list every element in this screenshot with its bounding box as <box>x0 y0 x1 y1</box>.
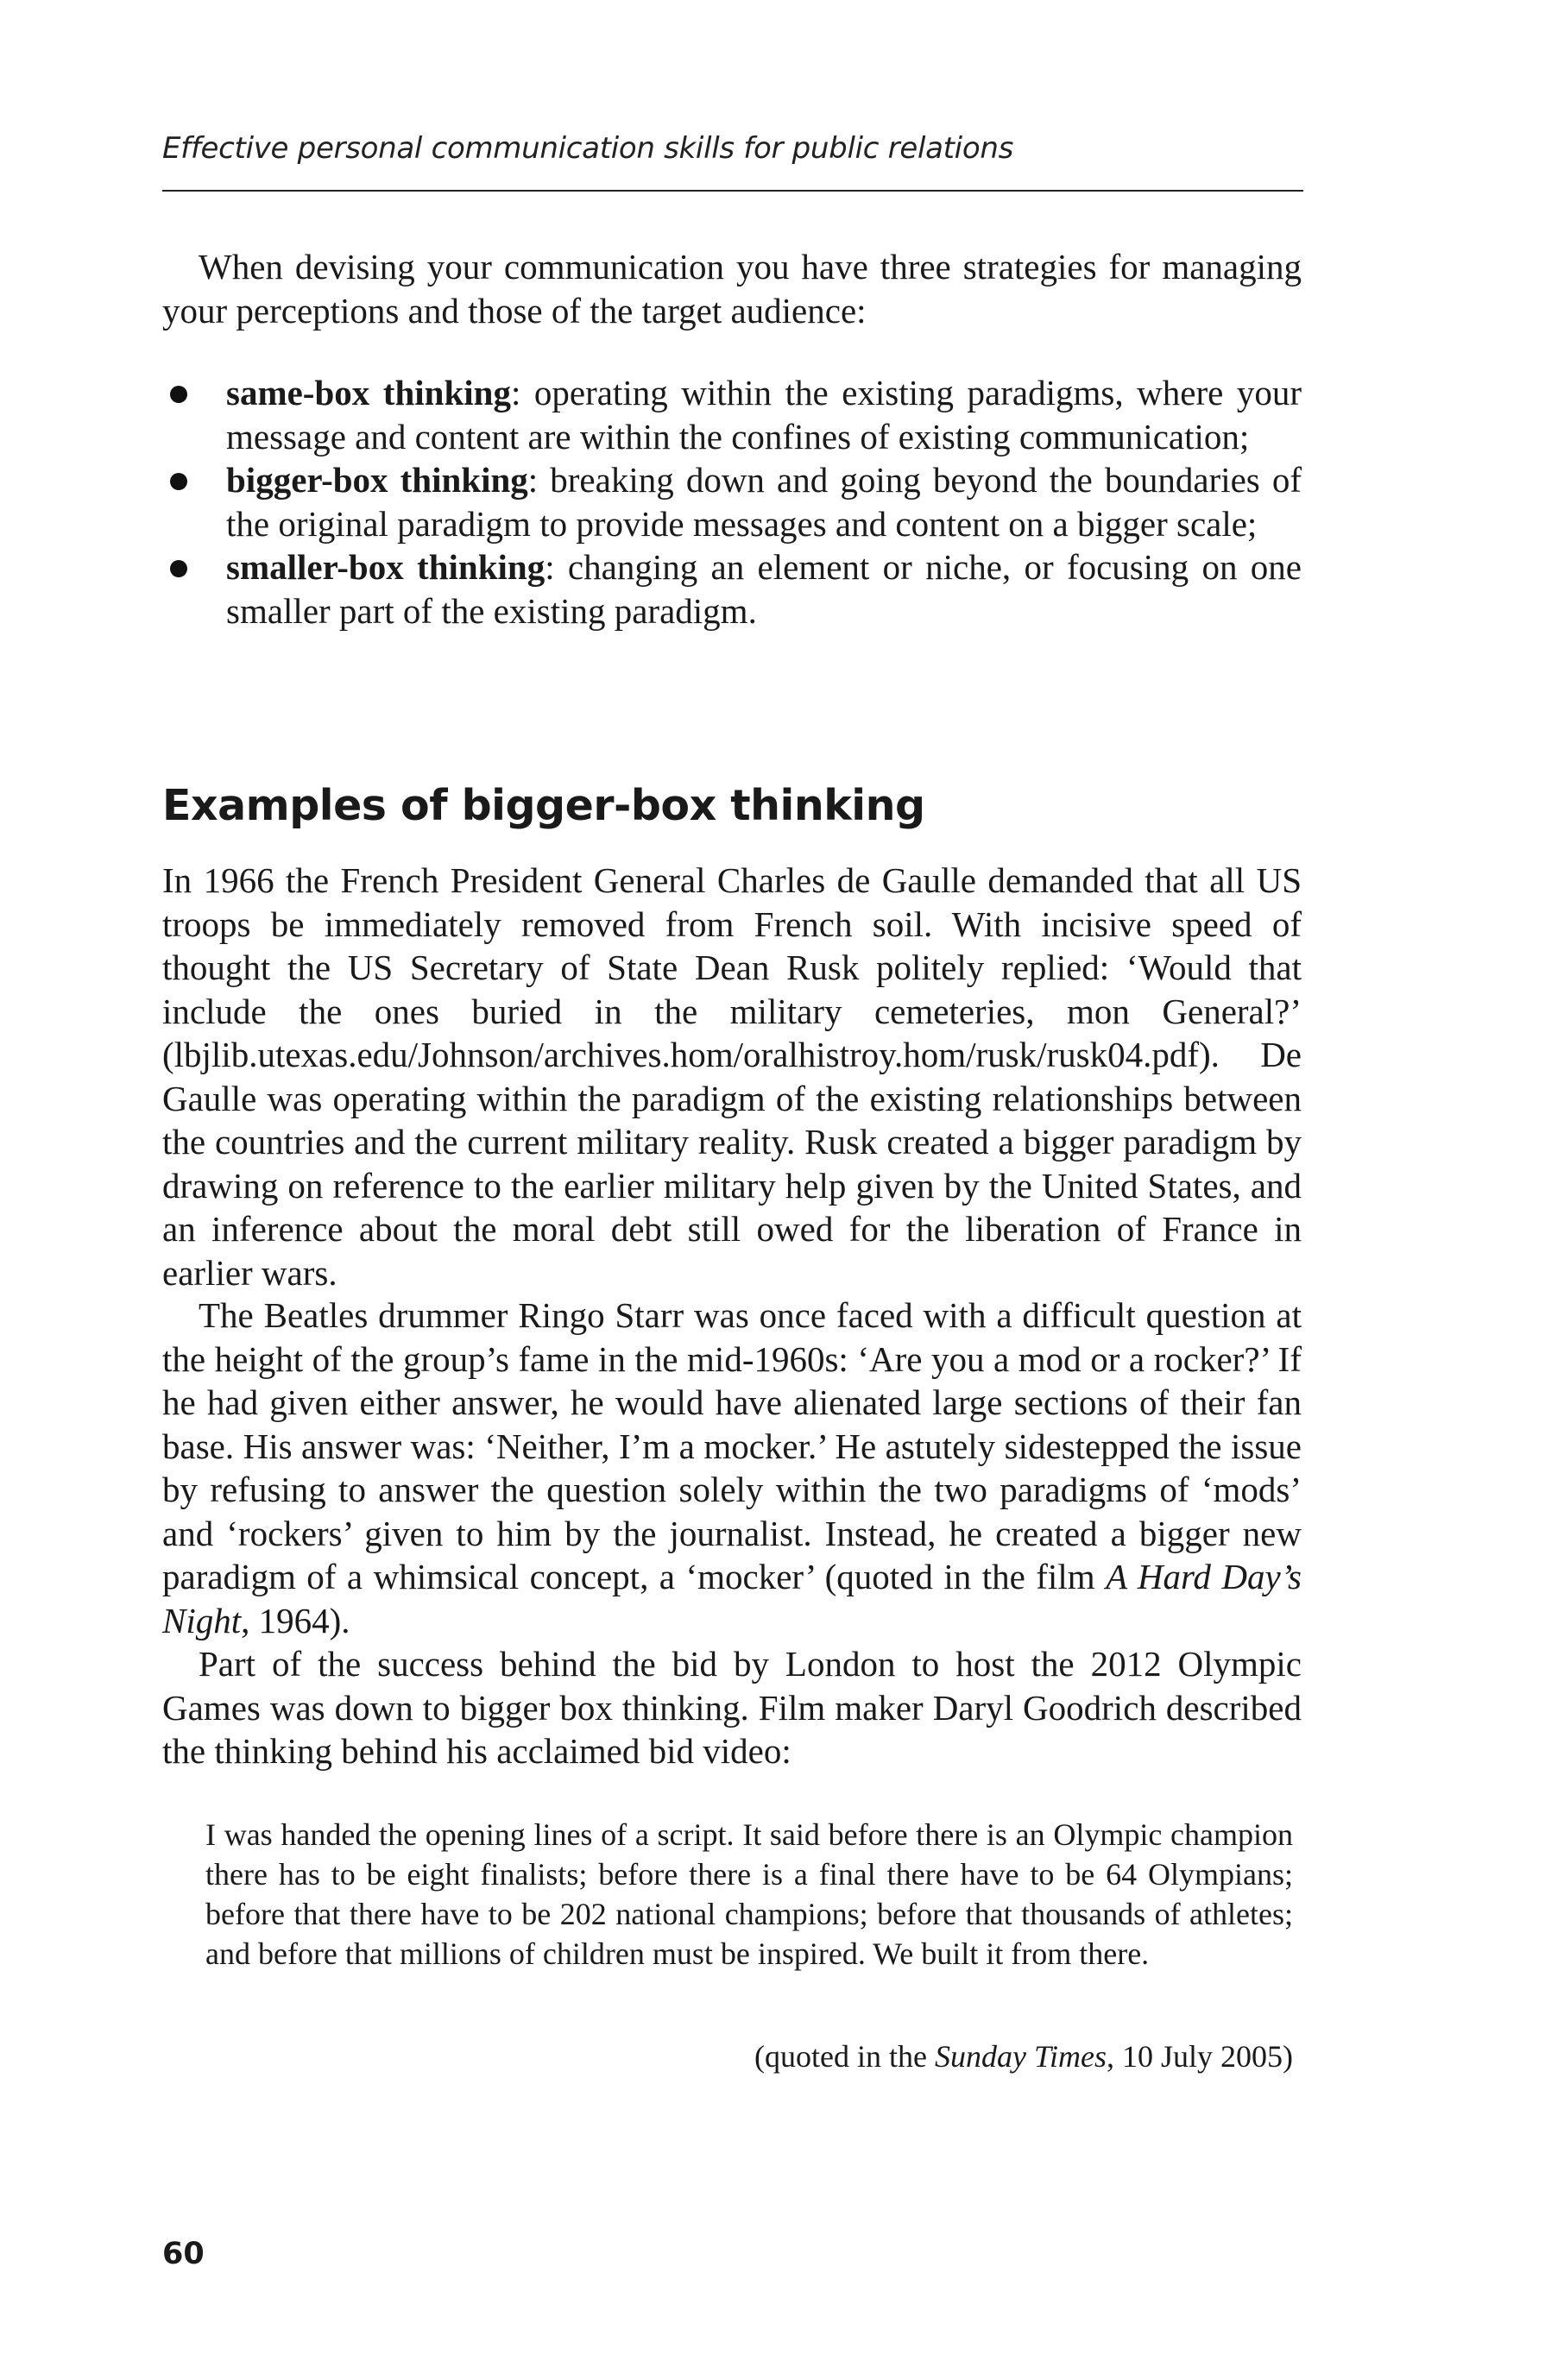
term-description: : changing an element or niche, or focusing on one smaller part of the existing paradigm. <box>226 547 1302 631</box>
bullet-icon <box>170 473 187 490</box>
term-label: smaller-box thinking <box>226 547 546 587</box>
attribution-text: , 10 July 2005) <box>1107 2039 1293 2074</box>
bullet-icon <box>170 560 187 577</box>
list-item <box>162 545 1302 633</box>
paragraph-text: , 1964). <box>241 1600 350 1640</box>
strategy-list <box>162 371 1302 633</box>
body-paragraph <box>162 1294 1302 1642</box>
paragraph-text: The Beatles drummer Ringo Starr was once faced with a difficult question at the height of the group’s fame in the mid-1960s: ‘Are you a mod or a rocker?’ If he had given either answer, he would have alienated large sections of their fan base. His answer was: ‘Neither, I’m a mocker.’ He astutely sidestepped the issue by refusing to answer the question solely within the two paradigms of ‘mods’ and ‘rockers’ given to him by the journalist. Instead, he created a bigger new paradigm of a whimsical concept, a ‘mocker’ (quoted in the film <box>162 1295 1302 1596</box>
intro-paragraph: When devising your communication you have three strategies for managing your perceptions and those of the target audience: <box>162 247 1302 331</box>
list-item <box>162 458 1302 545</box>
list-item <box>162 371 1302 458</box>
running-head: Effective personal communication skills for public relations <box>162 131 1013 166</box>
section-heading: Examples of bigger-box thinking <box>162 781 925 830</box>
block-quote: I was handed the opening lines of a script. It said before there is an Olympic champion there has to be eight finalists; before there is a final there have to be 64 Olympians; before that there have to be 202 national champions; before that thousands of athletes; and before that millions of children must be inspired. We built it from there. <box>205 1817 1293 1971</box>
quote-attribution <box>604 2038 1293 2075</box>
page-number: 60 <box>162 2237 205 2271</box>
term-label: bigger-box thinking <box>226 460 528 500</box>
term-label: same-box thinking <box>226 373 511 412</box>
publication-title: Sunday Times <box>934 2039 1107 2074</box>
term-description: : operating within the existing paradigms, where your message and content are within the confines of existing communication; <box>226 373 1302 456</box>
header-rule <box>162 190 1303 192</box>
body-paragraph: In 1966 the French President General Charles de Gaulle demanded that all US troops be immediately removed from French soil. With incisive speed of thought the US Secretary of State Dean Rusk politely replied: ‘Would that include the ones buried in the military cemeteries, mon General?’ (lbjlib.utexas.edu/Johnson/archives.hom/oralhistroy.hom/rusk/rusk04.pdf). De Gaulle was operating within the paradigm of the existing relationships between the countries and the current military reality. Rusk created a bigger paradigm by drawing on reference to the earlier military help given by the United States, and an inference about the moral debt still owed for the liberation of France in earlier wars. <box>162 860 1302 1293</box>
film-title: A Hard Day’s Night <box>162 1557 1302 1640</box>
body-paragraph: Part of the success behind the bid by London to host the 2012 Olympic Games was down to bigger box thinking. Film maker Daryl Goodrich described the thinking behind his acclaimed bid video: <box>162 1644 1302 1771</box>
attribution-text: (quoted in the <box>754 2039 935 2074</box>
term-description: : breaking down and going beyond the boundaries of the original paradigm to provide messages and content on a bigger scale; <box>226 460 1302 544</box>
bullet-icon <box>170 386 187 403</box>
